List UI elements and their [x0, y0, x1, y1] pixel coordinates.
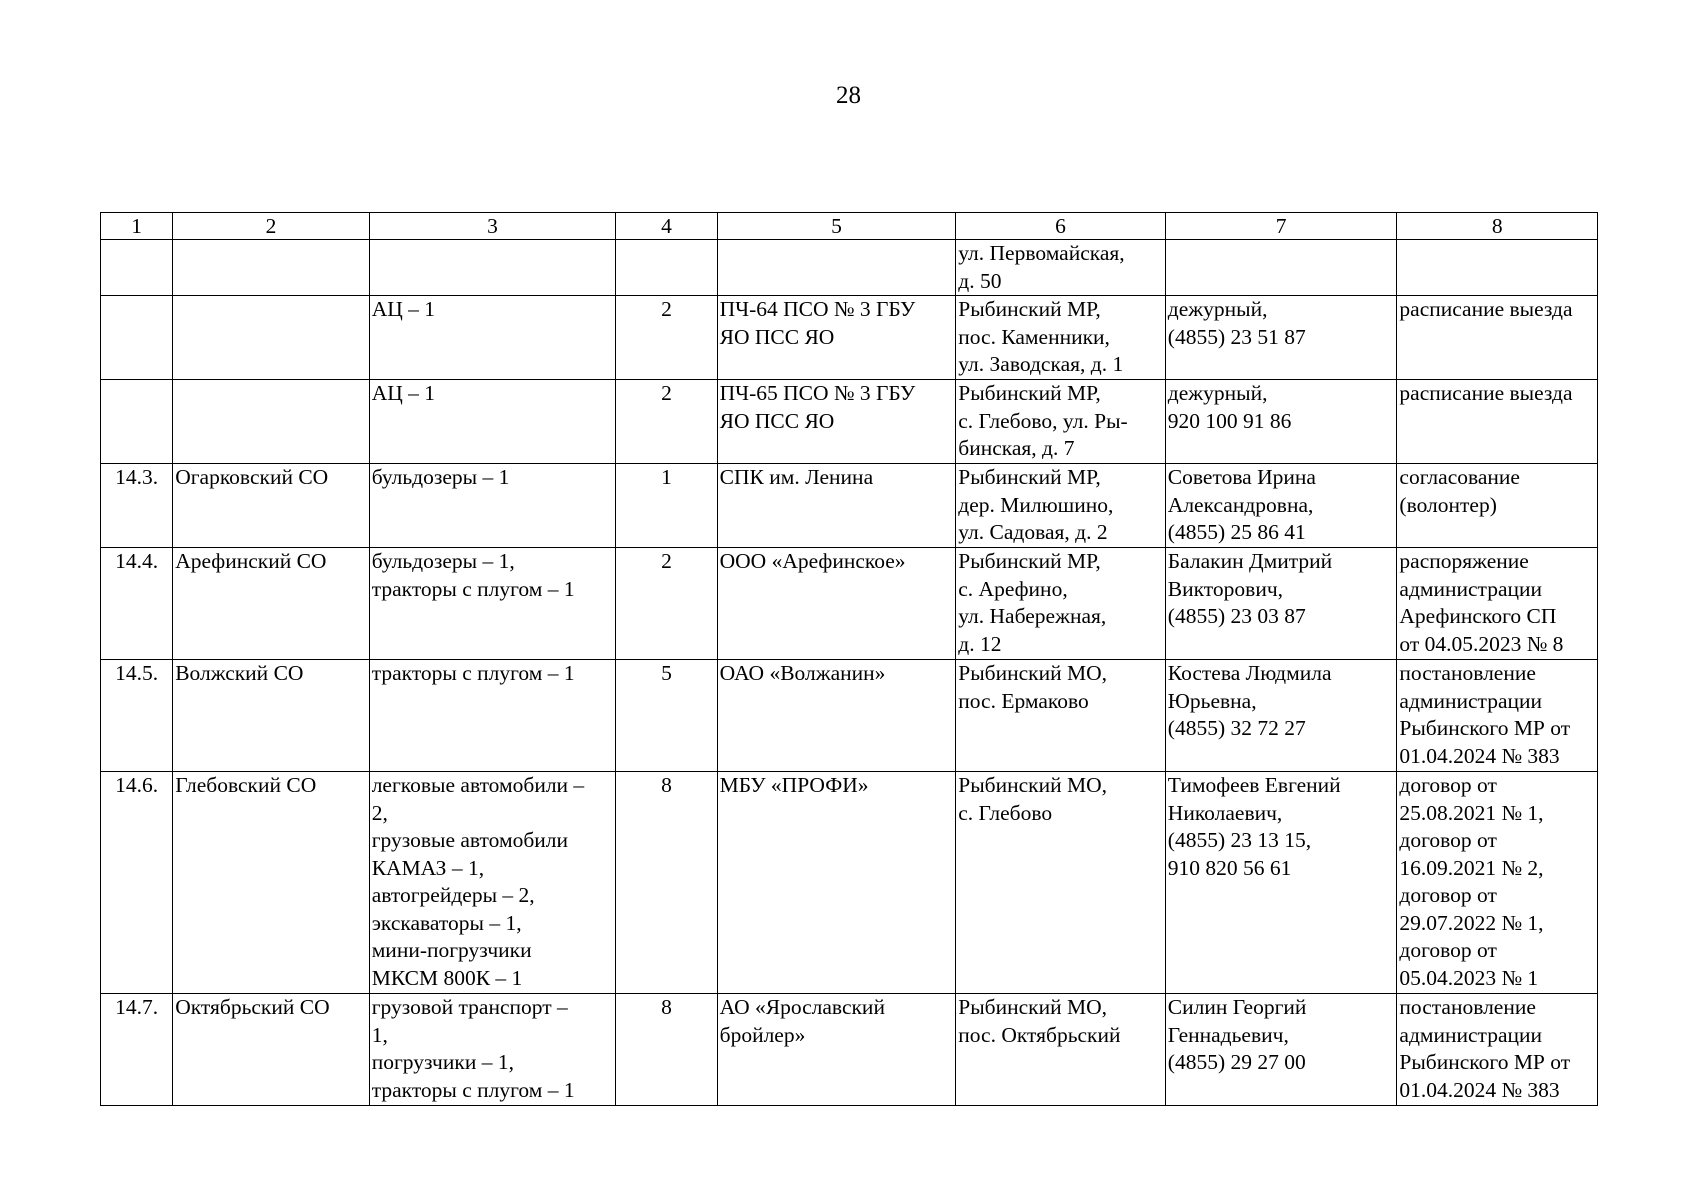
- area-cell: Октябрьский СО: [173, 994, 370, 1106]
- organization-cell: ООО «Арефинское»: [717, 548, 956, 660]
- table-row: [101, 380, 1598, 464]
- basis-cell: расписание выезда: [1397, 380, 1598, 464]
- area-cell: [173, 296, 370, 380]
- column-number: 8: [1397, 213, 1598, 240]
- address-cell: Рыбинский МО, с. Глебово: [956, 772, 1166, 994]
- organization-cell: СПК им. Ленина: [717, 464, 956, 548]
- row-number-cell: [101, 240, 173, 296]
- organization-cell: ПЧ-64 ПСО № 3 ГБУ ЯО ПСС ЯО: [717, 296, 956, 380]
- row-number-cell: 14.7.: [101, 994, 173, 1106]
- area-cell: [173, 240, 370, 296]
- address-cell: Рыбинский МР, с. Глебово, ул. Ры- бинская, д. 7: [956, 380, 1166, 464]
- equipment-cell: легковые автомобили – 2, грузовые автомобили КАМАЗ – 1, автогрейдеры – 2, экскаваторы – 1, мини-погрузчики МКСМ 800К – 1: [369, 772, 616, 994]
- contact-cell: Советова Ирина Александровна, (4855) 25 86 41: [1165, 464, 1397, 548]
- contact-cell: дежурный, (4855) 23 51 87: [1165, 296, 1397, 380]
- table-row: [101, 548, 1598, 660]
- column-number: 7: [1165, 213, 1397, 240]
- contact-cell: [1165, 240, 1397, 296]
- count-cell: 5: [616, 660, 717, 772]
- column-number-row: [101, 213, 1598, 240]
- area-cell: Арефинский СО: [173, 548, 370, 660]
- column-number: 3: [369, 213, 616, 240]
- row-number-cell: 14.4.: [101, 548, 173, 660]
- table-row: [101, 994, 1598, 1106]
- contact-cell: Тимофеев Евгений Николаевич, (4855) 23 13 15, 910 820 56 61: [1165, 772, 1397, 994]
- area-cell: Волжский СО: [173, 660, 370, 772]
- count-cell: 1: [616, 464, 717, 548]
- row-number-cell: 14.5.: [101, 660, 173, 772]
- address-cell: Рыбинский МО, пос. Октябрьский: [956, 994, 1166, 1106]
- equipment-cell: грузовой транспорт – 1, погрузчики – 1, тракторы с плугом – 1: [369, 994, 616, 1106]
- row-number-cell: 14.6.: [101, 772, 173, 994]
- table-row: [101, 772, 1598, 994]
- area-cell: [173, 380, 370, 464]
- organization-cell: АО «Ярославский бройлер»: [717, 994, 956, 1106]
- contact-cell: Балакин Дмитрий Викторович, (4855) 23 03 87: [1165, 548, 1397, 660]
- basis-cell: согласование (волонтер): [1397, 464, 1598, 548]
- count-cell: 8: [616, 772, 717, 994]
- basis-cell: договор от 25.08.2021 № 1, договор от 16.09.2021 № 2, договор от 29.07.2022 № 1, договор от 05.04.2023 № 1: [1397, 772, 1598, 994]
- basis-cell: [1397, 240, 1598, 296]
- address-cell: Рыбинский МР, дер. Милюшино, ул. Садовая, д. 2: [956, 464, 1166, 548]
- basis-cell: распоряжение администрации Арефинского СП от 04.05.2023 № 8: [1397, 548, 1598, 660]
- organization-cell: [717, 240, 956, 296]
- count-cell: 2: [616, 380, 717, 464]
- contact-cell: Костева Людмила Юрьевна, (4855) 32 72 27: [1165, 660, 1397, 772]
- contact-cell: дежурный, 920 100 91 86: [1165, 380, 1397, 464]
- column-number: 4: [616, 213, 717, 240]
- area-cell: Огарковский СО: [173, 464, 370, 548]
- address-cell: ул. Первомайская, д. 50: [956, 240, 1166, 296]
- basis-cell: расписание выезда: [1397, 296, 1598, 380]
- table-row: [101, 296, 1598, 380]
- organization-cell: ОАО «Волжанин»: [717, 660, 956, 772]
- equipment-cell: АЦ – 1: [369, 296, 616, 380]
- count-cell: 2: [616, 296, 717, 380]
- table-row: [101, 240, 1598, 296]
- table-row: [101, 464, 1598, 548]
- count-cell: [616, 240, 717, 296]
- equipment-cell: [369, 240, 616, 296]
- row-number-cell: [101, 380, 173, 464]
- equipment-cell: бульдозеры – 1: [369, 464, 616, 548]
- table-row: [101, 660, 1598, 772]
- row-number-cell: [101, 296, 173, 380]
- column-number: 6: [956, 213, 1166, 240]
- address-cell: Рыбинский МО, пос. Ермаково: [956, 660, 1166, 772]
- address-cell: Рыбинский МР, с. Арефино, ул. Набережная, д. 12: [956, 548, 1166, 660]
- column-number: 5: [717, 213, 956, 240]
- column-number: 1: [101, 213, 173, 240]
- organization-cell: МБУ «ПРОФИ»: [717, 772, 956, 994]
- equipment-cell: АЦ – 1: [369, 380, 616, 464]
- contact-cell: Силин Георгий Геннадьевич, (4855) 29 27 00: [1165, 994, 1397, 1106]
- row-number-cell: 14.3.: [101, 464, 173, 548]
- address-cell: Рыбинский МР, пос. Каменники, ул. Заводская, д. 1: [956, 296, 1166, 380]
- column-number: 2: [173, 213, 370, 240]
- equipment-cell: тракторы с плугом – 1: [369, 660, 616, 772]
- resource-table: [100, 212, 1598, 1106]
- page-number: 28: [836, 82, 861, 109]
- basis-cell: постановление администрации Рыбинского МР от 01.04.2024 № 383: [1397, 994, 1598, 1106]
- organization-cell: ПЧ-65 ПСО № 3 ГБУ ЯО ПСС ЯО: [717, 380, 956, 464]
- area-cell: Глебовский СО: [173, 772, 370, 994]
- equipment-cell: бульдозеры – 1, тракторы с плугом – 1: [369, 548, 616, 660]
- count-cell: 2: [616, 548, 717, 660]
- basis-cell: постановление администрации Рыбинского МР от 01.04.2024 № 383: [1397, 660, 1598, 772]
- count-cell: 8: [616, 994, 717, 1106]
